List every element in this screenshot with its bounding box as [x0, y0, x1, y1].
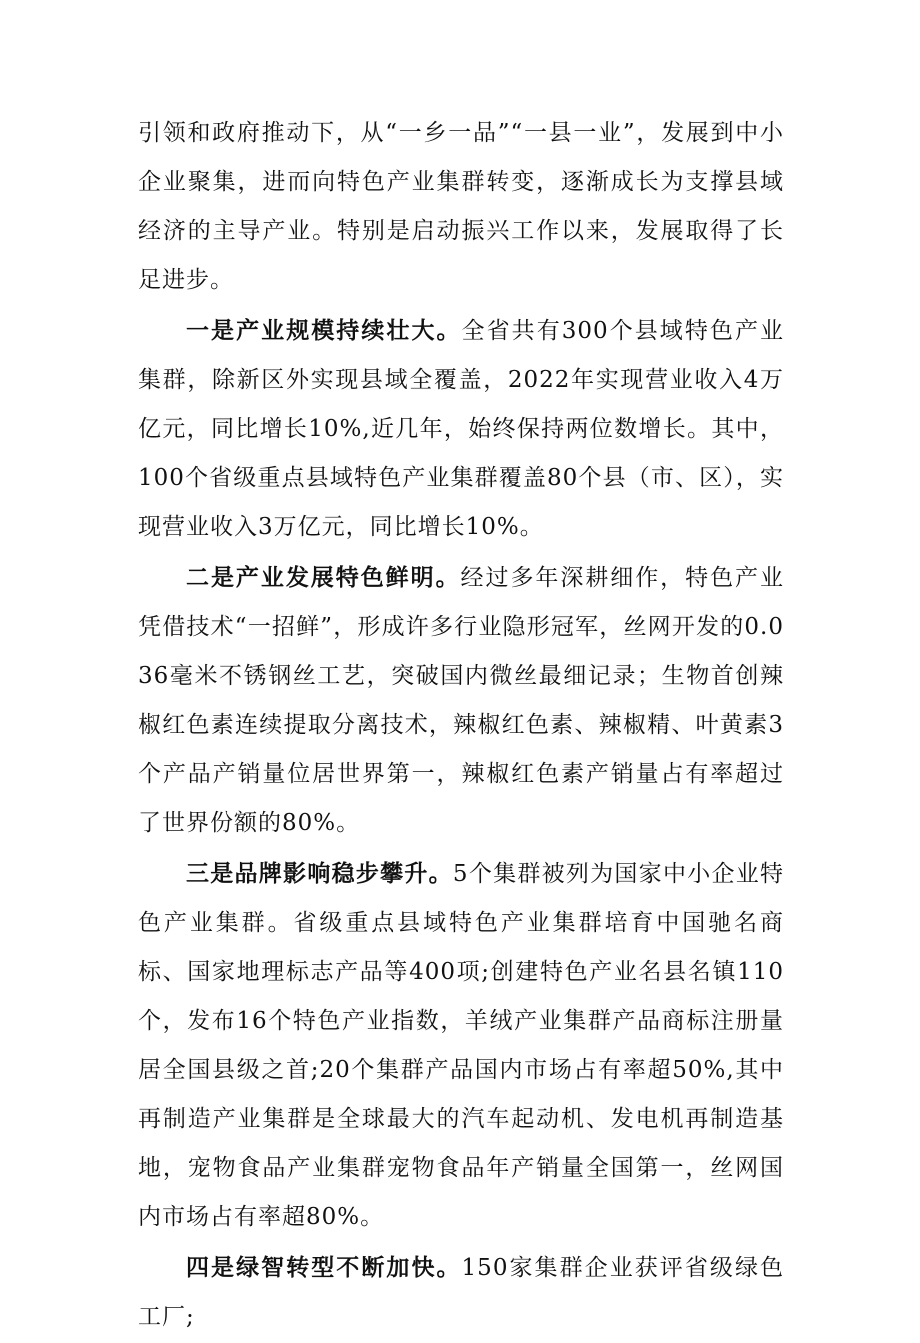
- paragraph-body: 引领和政府推动下，从“一乡一品”“一县一业”，发展到中小企业聚集，进而向特色产业集群转变，逐渐成长为支撑县域经济的主导产业。特别是启动振兴工作以来，发展取得了长足进步。: [138, 120, 784, 293]
- paragraph-body: 5个集群被列为国家中小企业特色产业集群。省级重点县域特色产业集群培育中国驰名商标、国家地理标志产品等400项;创建特色产业名县名镇110个，发布16个特色产业指数，羊绒产业集群产品商标注册量居全国县级之首;20个集群产品国内市场占有率超50%,其中再制造产业集群是全球最大的汽车起动机、发电机再制造基地，宠物食品产业集群宠物食品年产销量全国第一，丝网国内市场占有率超80%。: [138, 861, 784, 1230]
- paragraph-brand-influence: [138, 849, 784, 1242]
- paragraph-heading: 二是产业发展特色鲜明。: [186, 564, 461, 591]
- paragraph-heading: 一是产业规模持续壮大。: [186, 317, 462, 344]
- paragraph-body: 全省共有300个县域特色产业集群，除新区外实现县域全覆盖，2022年实现营业收入4万亿元，同比增长10%,近几年，始终保持两位数增长。其中，100个省级重点县域特色产业集群覆盖80个县（市、区），实现营业收入3万亿元，同比增长10%。: [138, 318, 784, 540]
- paragraph-intro-continuation: [138, 109, 784, 305]
- paragraph-green-smart-transformation: [138, 1243, 784, 1342]
- paragraph-heading: 三是品牌影响稳步攀升。: [186, 860, 453, 887]
- paragraph-body: 经过多年深耕细作，特色产业凭借技术“一招鲜”，形成许多行业隐形冠军，丝网开发的0.036毫米不锈钢丝工艺，突破国内微丝最细记录；生物首创辣椒红色素连续提取分离技术，辣椒红色素、辣椒精、叶黄素3个产品产销量位居世界第一，辣椒红色素产销量占有率超过了世界份额的80%。: [138, 565, 785, 836]
- paragraph-heading: 四是绿智转型不断加快。: [186, 1254, 462, 1281]
- paragraph-industry-features: [138, 553, 784, 848]
- paragraph-industry-scale: [138, 306, 784, 552]
- document-page: [138, 109, 784, 1343]
- paragraph-body: 150家集群企业获评省级绿色工厂;: [138, 1255, 784, 1330]
